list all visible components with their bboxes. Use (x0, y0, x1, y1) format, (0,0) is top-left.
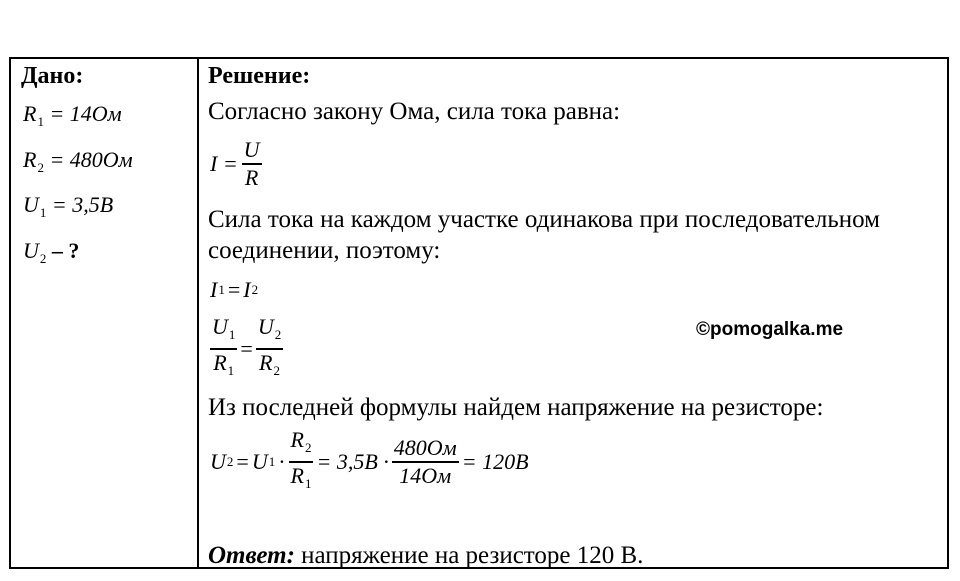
column-divider (197, 59, 199, 567)
answer-text: напряжение на резисторе 120 В. (294, 542, 644, 569)
answer-line (208, 540, 643, 571)
solution-text-ohm: Согласно закону Ома, сила тока равна: (208, 98, 621, 125)
given-u2-unknown: $U_2$ – ? (23, 238, 80, 266)
solution-table (9, 57, 949, 569)
given-r2: $R_2 = 480Ом$ (23, 147, 133, 175)
given-heading: Дано: (21, 63, 84, 89)
formula-ohms-law: I = $\frac{U}{R}$ (210, 137, 260, 190)
answer-label: Ответ: (208, 542, 295, 569)
formula-voltage: U 2 = U 1 · $\frac{R_2}{R_1}$ = 3,5B · $\frac{480Ом}{14Ом}$ = 120B (210, 427, 529, 491)
formula-current-equal: I 1 = I 2 (210, 277, 259, 302)
given-u1: $U_1 = 3,5B$ (23, 192, 114, 220)
solution-heading: Решение: (208, 63, 311, 89)
solution-text-series-2: соединении, поэтому: (208, 237, 441, 264)
solution-text-voltage: Из последней формулы найдем напряжение на резисторе: (208, 394, 824, 421)
solution-text-series-1: Сила тока на каждом участке одинакова при последовательном (208, 206, 880, 233)
formula-ratio: $\frac{U_1}{R_1}$ = $\frac{U_2}{R_2}$ (212, 314, 282, 378)
given-r1: $R_1 = 14Ом$ (23, 101, 122, 129)
watermark: ©pomogalka.me (696, 319, 844, 340)
